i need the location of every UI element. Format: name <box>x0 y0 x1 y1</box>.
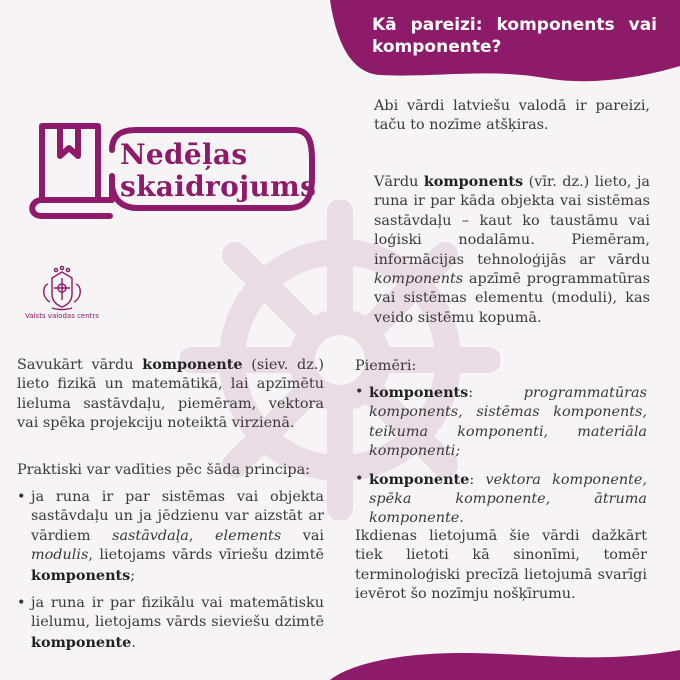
text-span: (siev. dz.) lieto fizikā un matemātikā, lai apzīmētu lieluma sastāvdaļu, piemēram, vektora vai spēka projekciju noteiktā virzienā. <box>17 357 325 432</box>
text-span: vai <box>281 527 325 544</box>
examples-heading: Piemēri: <box>355 358 417 374</box>
logo-title-line2: skaidrojums <box>120 170 317 203</box>
italic-word: sastāvdaļa <box>112 527 189 544</box>
text-span: apzīmē programmatūras vai sistēmas elementu (moduli), kas veido sistēmu kopumā. <box>374 271 650 326</box>
list-item <box>355 470 647 529</box>
text-span: Savukārt vārdu <box>17 357 143 373</box>
term-komponents: komponents <box>423 173 524 190</box>
term-komponents-italic: komponents <box>374 271 464 288</box>
italic-word: elements <box>214 527 282 544</box>
separator: : <box>469 471 486 488</box>
list-item <box>17 594 324 653</box>
term-komponente: komponente <box>142 356 243 373</box>
komponente-paragraph <box>17 355 324 434</box>
text-span: , lietojams vārds vīriešu dzimtē <box>88 547 324 564</box>
term-komponente: komponente <box>31 633 132 651</box>
example-text: programmatūras komponents, sistēmas komponents, teikuma komponenti, materiāla komponenti; <box>369 385 647 460</box>
text-span: ja runa ir par fizikālu vai matemātisku lielumu, lietojams vārds sieviešu dzimtē <box>31 595 324 631</box>
intro-paragraph: Abi vārdi latviešu valodā ir pareizi, taču to nozīme atšķiras. <box>374 98 650 134</box>
text-span: Vārdu <box>374 174 424 190</box>
agency-name: Valsts valodas centrs <box>25 312 99 320</box>
term-komponents: komponents <box>31 566 131 584</box>
header-title: Kā pareizi: komponents vai komponente? <box>372 15 657 57</box>
text-span: (vīr. dz.) lieto, ja runa ir par kāda objekta vai sistēmas sastāvdaļu – kaut ko taustāmu vai loģiski nodalāmu. Piemēram, informācijas tehnoloģijās ar vārdu <box>374 174 650 268</box>
text-span: , <box>188 527 215 544</box>
italic-word: modulis <box>31 547 89 564</box>
separator: : <box>468 385 524 401</box>
examples-list <box>355 383 647 537</box>
rules-list <box>17 488 324 661</box>
logo-title-line1: Nedēļas <box>120 138 248 171</box>
text-span: ; <box>130 567 136 584</box>
komponents-paragraph <box>374 172 650 328</box>
term-komponents: komponents <box>369 384 469 401</box>
example-text: vektora komponente, spēka komponente, ātruma komponente. <box>369 471 647 527</box>
closing-paragraph: Ikdienas lietojumā šie vārdi dažkārt tiek lietoti kā sinonīmi, tomēr terminoloģiski precīzā lietojumā svarīgi ievērot šo nozīmju nošķīrumu. <box>355 528 647 603</box>
list-item <box>17 488 324 586</box>
text-span: ja runa ir par sistēmas vai objekta sastāvdaļu un ja jēdzienu var aizstāt ar vārdiem <box>31 489 324 544</box>
list-item <box>355 383 647 462</box>
text-span: . <box>131 634 136 651</box>
principle-line: Praktiski var vadīties pēc šāda principa: <box>17 462 311 478</box>
coat-of-arms-icon <box>38 264 86 312</box>
term-komponente: komponente <box>369 470 470 488</box>
